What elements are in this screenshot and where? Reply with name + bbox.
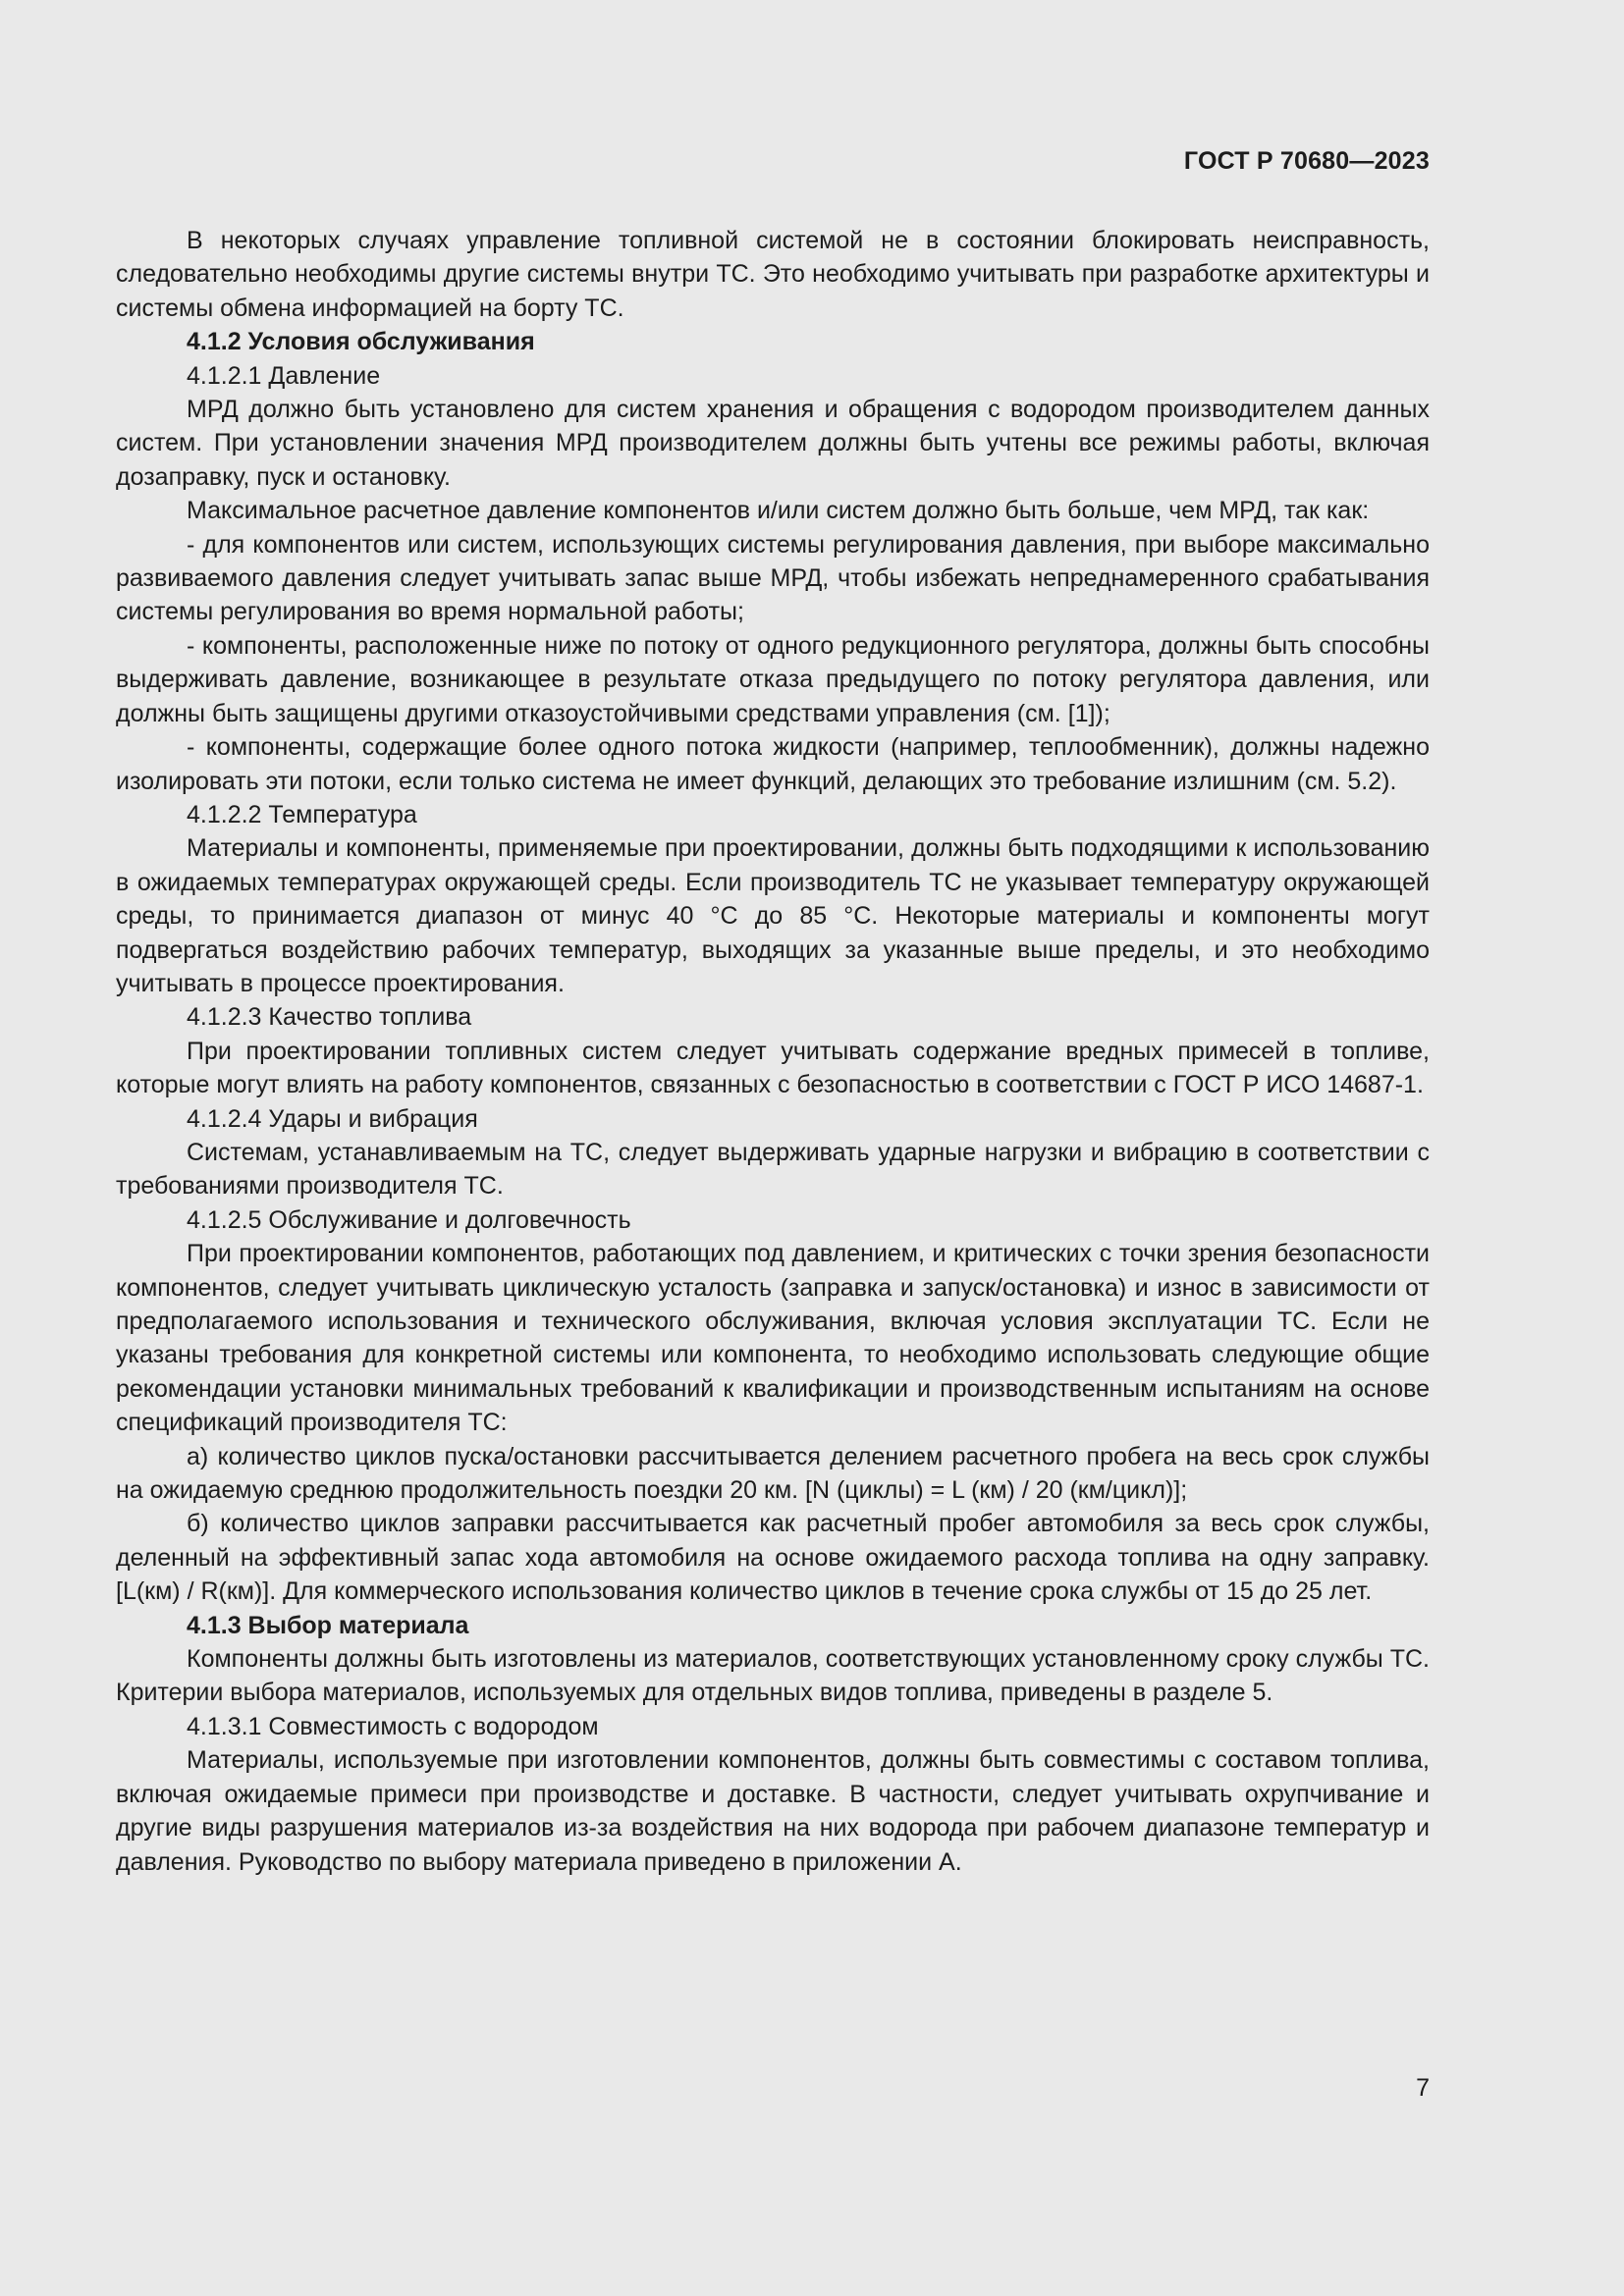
document-code: ГОСТ Р 70680—2023 [1183,147,1430,175]
page-number: 7 [1416,2074,1430,2102]
list-item: а) количество циклов пуска/остановки рассчитывается делением расчетного пробега на весь срок службы на ожидаемую среднюю продолжительность поездки 20 км. [N (циклы) = L (км) / 20 (км/цикл)]; [116,1442,1430,1505]
paragraph: Максимальное расчетное давление компонентов и/или систем должно быть больше, чем МРД, так как: [187,497,1370,525]
list-item: б) количество циклов заправки рассчитывается как расчетный пробег автомобиля за весь срок службы, деленный на эффективный запас хода автомобиля на основе ожидаемого расхода топлива на одну заправку. [L(км) / R(км)]. Для коммерческого использования количество циклов в течение срока службы от 15 до 25 лет. [116,1510,1430,1606]
list-item: - компоненты, содержащие более одного потока жидкости (например, теплообменник), должны надежно изолировать эти потоки, если только система не имеет функций, делающих это требование излишним (см. 5.2). [116,733,1430,795]
subsection-heading: 4.1.2.4 Удары и вибрация [187,1104,478,1133]
section-heading: 4.1.2 Условия обслуживания [187,328,535,356]
list-item: - для компонентов или систем, использующих системы регулирования давления, при выборе максимально развиваемого давления следует учитывать запас выше МРД, чтобы избежать непреднамеренного срабатывания системы регулирования во время нормальной работы; [116,530,1430,626]
section-heading: 4.1.3 Выбор материала [187,1611,469,1639]
subsection-heading: 4.1.2.3 Качество топлива [187,1003,472,1032]
subsection-heading: 4.1.3.1 Совместимость с водородом [187,1712,599,1740]
subsection-heading: 4.1.2.1 Давление [187,361,381,390]
paragraph: Материалы, используемые при изготовлении компонентов, должны быть совместимы с составом топлива, включая ожидаемые примеси при производстве и доставке. В частности, следует учитывать охрупчивание и другие виды разрушения материалов из-за воздействия на них водорода при рабочем диапазоне температур и давления. Руководство по выбору материала приведено в приложении А. [116,1746,1430,1876]
paragraph: Материалы и компоненты, применяемые при проектировании, должны быть подходящими к использованию в ожидаемых температурах окружающей среды. Если производитель ТС не указывает температуру окружающей среды, то принимается диапазон от минус 40 °С до 85 °С. Некоторые материалы и компоненты могут подвергаться воздействию рабочих температур, выходящих за указанные выше пределы, и это необходимо учитывать в процессе проектирования. [116,834,1430,997]
paragraph: При проектировании компонентов, работающих под давлением, и критических с точки зрения безопасности компонентов, следует учитывать циклическую усталость (заправка и запуск/остановка) и износ в зависимости от предполагаемого использования и технического обслуживания, включая условия эксплуатации ТС. Если не указаны требования для конкретной системы или компонента, то необходимо использовать следующие общие рекомендации установки минимальных требований к квалификации и производственным испытаниям на основе спецификаций производителя ТС: [116,1240,1430,1437]
list-item: - компоненты, расположенные ниже по потоку от одного редукционного регулятора, должны быть способны выдерживать давление, возникающее в результате отказа предыдущего по потоку регулятора давления, или должны быть защищены другими отказоустойчивыми средствами управления (см. [1]); [116,631,1430,727]
paragraph: Компоненты должны быть изготовлены из материалов, соответствующих установленному сроку службы ТС. Критерии выбора материалов, используемых для отдельных видов топлива, приведены в разделе 5. [116,1645,1430,1707]
paragraph: Системам, устанавливаемым на ТС, следует выдерживать ударные нагрузки и вибрацию в соответствии с требованиями производителя ТС. [116,1138,1430,1201]
document-body [116,224,1430,1879]
subsection-heading: 4.1.2.5 Обслуживание и долговечность [187,1205,631,1234]
document-page [116,0,1430,2296]
paragraph: При проектировании топливных систем следует учитывать содержание вредных примесей в топливе, которые могут влиять на работу компонентов, связанных с безопасностью в соответствии с ГОСТ Р ИСО 14687-1. [116,1037,1430,1099]
paragraph: В некоторых случаях управление топливной системой не в состоянии блокировать неисправность, следовательно необходимы другие системы внутри ТС. Это необходимо учитывать при разработке архитектуры и системы обмена информацией на борту ТС. [116,227,1430,322]
paragraph: МРД должно быть установлено для систем хранения и обращения с водородом производителем данных систем. При установлении значения МРД производителем должны быть учтены все режимы работы, включая дозаправку, пуск и остановку. [116,396,1430,491]
subsection-heading: 4.1.2.2 Температура [187,800,417,828]
